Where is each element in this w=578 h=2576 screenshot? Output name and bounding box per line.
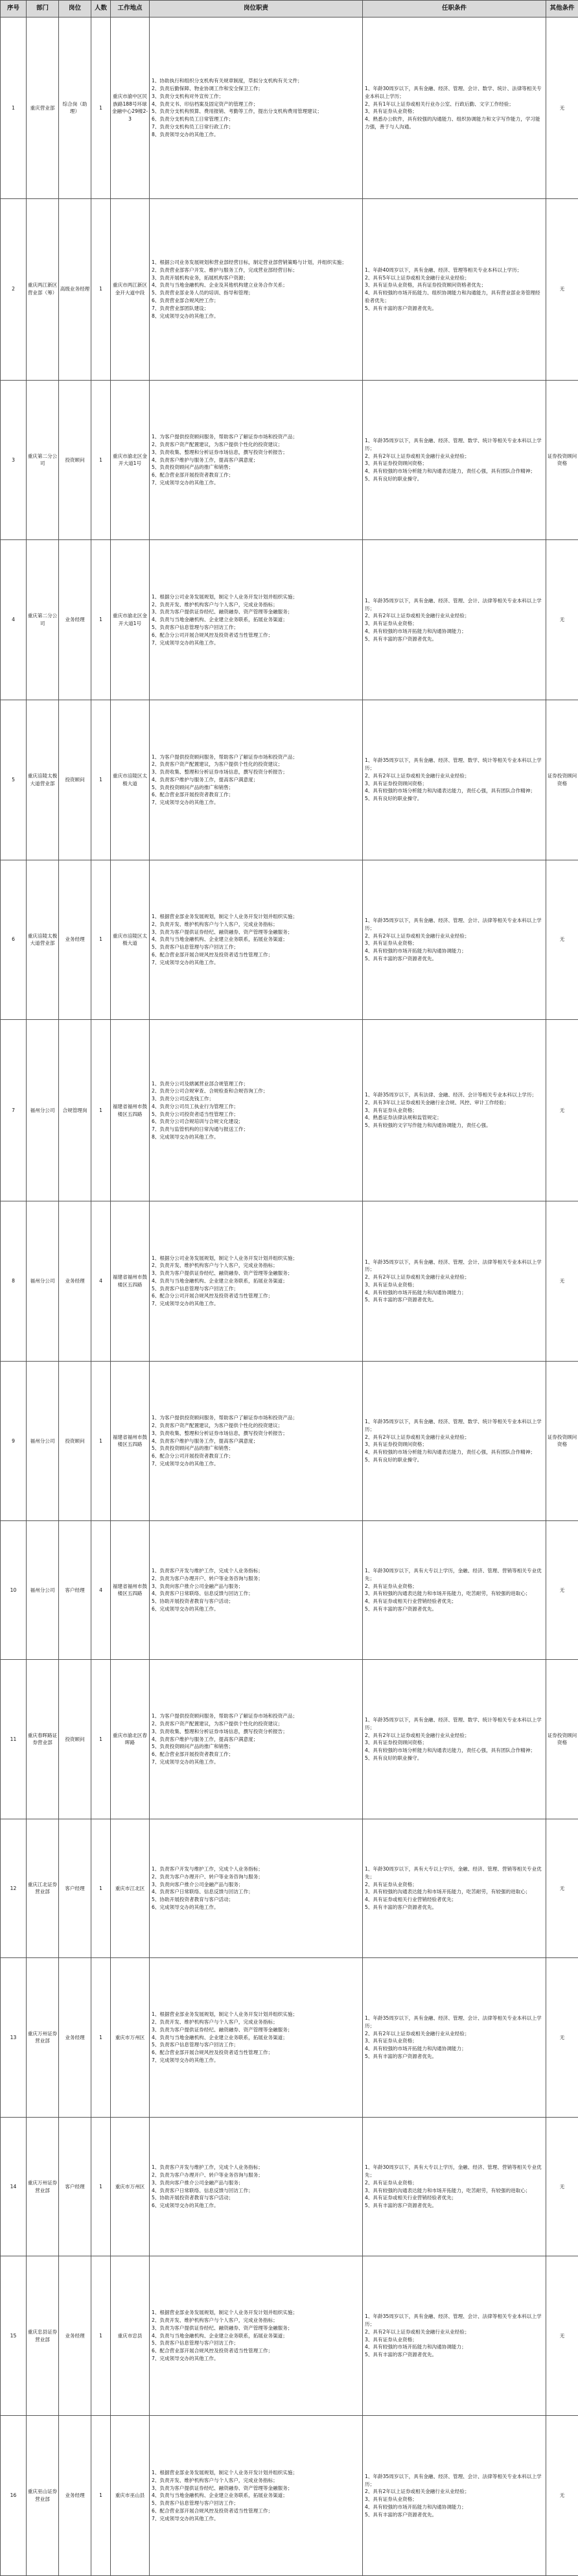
cell-position: 客户经理: [59, 1521, 91, 1659]
cell-seq: 16: [1, 2416, 27, 2576]
cell-dept: 重庆江北证券营业部: [27, 1819, 59, 1957]
cell-location: 重庆市涪陵区太极大道: [111, 860, 150, 1020]
cell-position: 业务经理: [59, 860, 91, 1020]
cell-dept: 重庆巫山证券营业部: [27, 2416, 59, 2576]
cell-count: 1: [91, 540, 111, 700]
cell-seq: 8: [1, 1201, 27, 1361]
cell-count: 1: [91, 860, 111, 1020]
table-row: [1, 540, 578, 700]
cell-requirements: 1、年龄35周岁以下，具有金融、经济、管理、会计、法律等相关专业本科以上学历； 2、具有2年以上证券或相关金融行业从业经验； 3、具有证券从业资格； 4、具有较强的市场开拓能力和沟通协调能力； 5、具有丰富的客户资源者优先。: [363, 540, 546, 700]
cell-dept: 重庆万州证券营业部: [27, 2118, 59, 2256]
cell-duties: 1、为客户提供投资顾问服务，帮助客户了解证券市场和投资产品； 2、负责客户资产配置建议，为客户提供个性化的投资建议； 3、负责收集、整理和分析证券市场信息，撰写投资分析报告； 4、负责客户维护与服务工作，提高客户满意度； 5、负责投资顾问产品的推广和销售； 6、配合营业部开展投资者教育工作； 7、完成领导交办的其他工作。: [150, 700, 363, 860]
cell-requirements: 1、年龄30周岁以下，具有大专以上学历，金融、经济、管理、营销等相关专业优先； 2、具有证券从业资格； 3、具有较强的沟通表达能力和市场开拓能力，吃苦耐劳，有较强的进取心； 4、具有证券或相关行业营销经验者优先； 5、具有丰富的客户资源者优先。: [363, 1819, 546, 1957]
cell-duties: 1、负责客户开发与维护工作，完成个人业务指标； 2、负责为客户办理开户、转户等业务咨询与服务； 3、负责向客户推介公司金融产品与服务； 4、负责客户日常联络、信息反馈与回访工作； 5、协助开展投资者教育与客户活动； 6、完成领导交办的其他工作。: [150, 1521, 363, 1659]
cell-position: 业务经理: [59, 2256, 91, 2416]
cell-duties: 1、为客户提供投资顾问服务，帮助客户了解证券市场和投资产品； 2、负责客户资产配置建议，为客户提供个性化的投资建议； 3、负责收集、整理和分析证券市场信息，撰写投资分析报告； 4、负责客户维护与服务工作，提高客户满意度； 5、负责投资顾问产品的推广和销售； 6、配合营业部开展投资者教育工作； 7、完成领导交办的其他工作。: [150, 380, 363, 540]
cell-position: 业务经理: [59, 1201, 91, 1361]
cell-duties: 1、为客户提供投资顾问服务，帮助客户了解证券市场和投资产品； 2、负责客户资产配置建议，为客户提供个性化的投资建议； 3、负责收集、整理和分析证券市场信息，撰写投资分析报告； 4、负责客户维护与服务工作，提高客户满意度； 5、负责投资顾问产品的推广和销售； 6、配合分公司开展投资者教育工作； 7、完成领导交办的其他工作。: [150, 1361, 363, 1521]
cell-count: 1: [91, 2256, 111, 2416]
table-row: [1, 1201, 578, 1361]
cell-count: 1: [91, 1819, 111, 1957]
cell-requirements: 1、年龄35周岁以下，具有金融、经济、管理、会计、法律等相关专业本科以上学历； 2、具有2年以上证券或相关金融行业从业经验； 3、具有证券从业资格； 4、具有较强的市场开拓能力和沟通协调能力； 5、具有丰富的客户资源者优先。: [363, 2416, 546, 2576]
cell-duties: 1、协助执行和组织分支机构有关规章制度，草拟分支机构有关文件； 2、负责后勤保障、物业协调工作和安全保卫工作； 3、负责分支机构对外宣传工作； 4、负责文书、印信档案及固定资产的管理工作； 5、负责分支机构预算、费用报销、考勤等工作，提出分支机构费用管理建议； 6、负责分支机构员工日常管理工作； 7、负责分支机构员工日常行政工作； 8、负责领导交办的其他工作。: [150, 18, 363, 199]
table-row: [1, 18, 578, 199]
header-seq: 序号: [1, 1, 27, 18]
cell-position: 投资顾问: [59, 1361, 91, 1521]
table-row: [1, 1521, 578, 1659]
cell-location: 福建省福州市鼓楼区五四路: [111, 1201, 150, 1361]
cell-count: 1: [91, 700, 111, 860]
cell-other: 证券投资顾问资格: [546, 380, 578, 540]
cell-position: 业务经理: [59, 1957, 91, 2118]
cell-dept: 重庆涪陵太极大道营业部: [27, 860, 59, 1020]
cell-seq: 13: [1, 1957, 27, 2118]
cell-seq: 10: [1, 1521, 27, 1659]
cell-requirements: 1、年龄35周岁以下，具有金融、经济、管理、会计、法律等相关专业本科以上学历； 2、具有2年以上证券或相关金融行业从业经验； 3、具有证券从业资格； 4、具有较强的市场开拓能力和沟通协调能力； 5、具有丰富的客户资源者优先。: [363, 2256, 546, 2416]
cell-count: 1: [91, 1957, 111, 2118]
cell-requirements: 1、年龄35周岁以下，具有金融、经济、管理、会计、法律等相关专业本科以上学历； 2、具有2年以上证券或相关金融行业从业经验； 3、具有证券从业资格； 4、具有较强的市场开拓能力和沟通协调能力； 5、具有丰富的客户资源者优先。: [363, 860, 546, 1020]
header-row: [1, 1, 578, 18]
cell-requirements: 1、年龄30周岁以下，具有大专以上学历，金融、经济、管理、营销等相关专业优先； 2、具有证券从业资格； 3、具有较强的沟通表达能力和市场开拓能力，吃苦耐劳，有较强的进取心； 4、具有证券或相关行业营销经验者优先； 5、具有丰富的客户资源者优先。: [363, 2118, 546, 2256]
cell-other: 无: [546, 1957, 578, 2118]
cell-count: 1: [91, 1659, 111, 1819]
cell-count: 1: [91, 1020, 111, 1201]
cell-duties: 1、根据营业部业务发展规划，制定个人业务开发计划并组织实施； 2、负责开发、维护机构客户与个人客户，完成业务指标； 3、负责为客户提供证券经纪、融资融券、资产管理等金融服务； 4、负责与当地金融机构、企业建立业务联系，拓展业务渠道； 5、负责客户信息管理与客户回访工作； 6、配合营业部开展合规风控及投资者适当性管理工作； 7、完成领导交办的其他工作。: [150, 1957, 363, 2118]
cell-count: 1: [91, 2416, 111, 2576]
cell-duties: 1、根据公司业务发展规划和营业部经营目标，制定营业部营销策略与计划，并组织实施； 2、负责营业部客户开发、维护与服务工作，完成营业部经营目标； 3、负责开展机构业务，拓展机构客户资源； 4、负责与当地金融机构、企业及其他机构建立业务合作关系； 5、负责营业部业务人员的培训、指导和管理； 6、负责营业部合规风控工作； 7、负责营业部团队建设； 8、完成领导交办的其他工作。: [150, 198, 363, 380]
cell-dept: 重庆涪陵太极大道营业部: [27, 700, 59, 860]
cell-seq: 1: [1, 18, 27, 199]
cell-seq: 7: [1, 1020, 27, 1201]
cell-dept: 重庆两江新区营业部（筹）: [27, 198, 59, 380]
cell-other: 无: [546, 1020, 578, 1201]
table-row: [1, 380, 578, 540]
header-requirements: 任职条件: [363, 1, 546, 18]
cell-duties: 1、负责客户开发与维护工作，完成个人业务指标； 2、负责为客户办理开户、转户等业务咨询与服务； 3、负责向客户推介公司金融产品与服务； 4、负责客户日常联络、信息反馈与回访工作； 5、协助开展投资者教育与客户活动； 6、完成领导交办的其他工作。: [150, 2118, 363, 2256]
cell-other: 证券投资顾问资格: [546, 700, 578, 860]
header-other: 其他条件: [546, 1, 578, 18]
cell-location: 福建省福州市鼓楼区五四路: [111, 1020, 150, 1201]
cell-other: 无: [546, 198, 578, 380]
cell-other: 无: [546, 1201, 578, 1361]
cell-seq: 5: [1, 700, 27, 860]
cell-requirements: 1、年龄35周岁以下，具有金融、经济、管理、数学、统计等相关专业本科以上学历； 2、具有2年以上证券或相关金融行业从业经验； 3、具有证券投资顾问资格； 4、具有较强的市场分析能力和沟通表达能力，责任心强，具有团队合作精神； 5、具有良好的职业操守。: [363, 1361, 546, 1521]
table-row: [1, 2256, 578, 2416]
cell-other: 证券投资顾问资格: [546, 1659, 578, 1819]
cell-duties: 1、为客户提供投资顾问服务，帮助客户了解证券市场和投资产品； 2、负责客户资产配置建议，为客户提供个性化的投资建议； 3、负责收集、整理和分析证券市场信息，撰写投资分析报告； 4、负责客户维护与服务工作，提高客户满意度； 5、负责投资顾问产品的推广和销售； 6、配合营业部开展投资者教育工作； 7、完成领导交办的其他工作。: [150, 1659, 363, 1819]
cell-other: 无: [546, 2256, 578, 2416]
cell-location: 重庆市万州区: [111, 1957, 150, 2118]
cell-dept: 福州分公司: [27, 1201, 59, 1361]
cell-location: 福建省福州市鼓楼区五四路: [111, 1361, 150, 1521]
table-row: [1, 198, 578, 380]
table-row: [1, 1361, 578, 1521]
cell-count: 1: [91, 380, 111, 540]
cell-requirements: 1、年龄30周岁以下，具有大专以上学历，金融、经济、管理、营销等相关专业优先； 2、具有证券从业资格； 3、具有较强的沟通表达能力和市场开拓能力，吃苦耐劳，有较强的进取心； 4、具有证券或相关行业营销经验者优先； 5、具有丰富的客户资源者优先。: [363, 1521, 546, 1659]
table-row: [1, 1819, 578, 1957]
cell-position: 投资顾问: [59, 380, 91, 540]
cell-seq: 2: [1, 198, 27, 380]
header-dept: 部门: [27, 1, 59, 18]
cell-seq: 15: [1, 2256, 27, 2416]
cell-dept: 福州分公司: [27, 1361, 59, 1521]
cell-seq: 11: [1, 1659, 27, 1819]
header-duties: 岗位职责: [150, 1, 363, 18]
cell-location: 重庆市忠县: [111, 2256, 150, 2416]
cell-position: 投资顾问: [59, 1659, 91, 1819]
cell-dept: 重庆万州证券营业部: [27, 1957, 59, 2118]
cell-duties: 1、根据分公司业务发展规划，制定个人业务开发计划并组织实施； 2、负责开发、维护机构客户与个人客户，完成业务指标； 3、负责为客户提供证券经纪、融资融券、资产管理等金融服务； 4、负责与当地金融机构、企业建立业务联系，拓展业务渠道； 5、负责客户信息管理与客户回访工作； 6、配合分公司开展合规风控及投资者适当性管理工作； 7、完成领导交办的其他工作。: [150, 1201, 363, 1361]
cell-dept: 重庆营业部: [27, 18, 59, 199]
cell-duties: 1、根据营业部业务发展规划，制定个人业务开发计划并组织实施； 2、负责开发、维护机构客户与个人客户，完成业务指标； 3、负责为客户提供证券经纪、融资融券、资产管理等金融服务； 4、负责与当地金融机构、企业建立业务联系，拓展业务渠道； 5、负责客户信息管理与客户回访工作； 6、配合营业部开展合规风控及投资者适当性管理工作； 7、完成领导交办的其他工作。: [150, 2416, 363, 2576]
cell-position: 业务经理: [59, 540, 91, 700]
cell-other: 无: [546, 2118, 578, 2256]
cell-position: 客户经理: [59, 1819, 91, 1957]
cell-other: 无: [546, 2416, 578, 2576]
header-position: 岗位: [59, 1, 91, 18]
header-count: 人数: [91, 1, 111, 18]
table-row: [1, 2118, 578, 2256]
cell-seq: 6: [1, 860, 27, 1020]
cell-dept: 重庆春晖路证券营业部: [27, 1659, 59, 1819]
cell-duties: 1、根据分公司业务发展规划，制定个人业务开发计划并组织实施； 2、负责开发、维护机构客户与个人客户，完成业务指标； 3、负责为客户提供证券经纪、融资融券、资产管理等金融服务； 4、负责与当地金融机构、企业建立业务联系，拓展业务渠道； 5、负责客户信息管理与客户回访工作； 6、配合分公司开展合规风控及投资者适当性管理工作； 7、完成领导交办的其他工作。: [150, 540, 363, 700]
cell-requirements: 1、年龄35周岁以下，具有金融、经济、管理、会计、法律等相关专业本科以上学历； 2、具有2年以上证券或相关金融行业从业经验； 3、具有证券从业资格； 4、具有较强的市场开拓能力和沟通协调能力； 5、具有丰富的客户资源者优先。: [363, 1957, 546, 2118]
cell-dept: 重庆第二分公司: [27, 540, 59, 700]
cell-location: 福建省福州市鼓楼区五四路: [111, 1521, 150, 1659]
cell-duties: 1、根据营业部业务发展规划，制定个人业务开发计划并组织实施； 2、负责开发、维护机构客户与个人客户，完成业务指标； 3、负责为客户提供证券经纪、融资融券、资产管理等金融服务； 4、负责与当地金融机构、企业建立业务联系，拓展业务渠道； 5、负责客户信息管理与客户回访工作； 6、配合营业部开展合规风控及投资者适当性管理工作； 7、完成领导交办的其他工作。: [150, 2256, 363, 2416]
cell-seq: 14: [1, 2118, 27, 2256]
cell-dept: 福州分公司: [27, 1020, 59, 1201]
cell-position: 合规管理岗: [59, 1020, 91, 1201]
cell-dept: 重庆忠县证券营业部: [27, 2256, 59, 2416]
cell-count: 1: [91, 198, 111, 380]
table-row: [1, 700, 578, 860]
cell-position: 综合岗（助理）: [59, 18, 91, 199]
cell-count: 4: [91, 1521, 111, 1659]
table-row: [1, 860, 578, 1020]
cell-location: 重庆市渝中区民族路188号环球金融中心29楼2-3: [111, 18, 150, 199]
cell-count: 1: [91, 2118, 111, 2256]
cell-seq: 4: [1, 540, 27, 700]
cell-requirements: 1、年龄35周岁以下，具有金融、经济、管理、数学、统计等相关专业本科以上学历； 2、具有2年以上证券或相关金融行业从业经验； 3、具有证券投资顾问资格； 4、具有较强的市场分析能力和沟通表达能力，责任心强，具有团队合作精神； 5、具有良好的职业操守。: [363, 700, 546, 860]
cell-dept: 重庆第二分公司: [27, 380, 59, 540]
table-row: [1, 1020, 578, 1201]
cell-seq: 9: [1, 1361, 27, 1521]
cell-other: 无: [546, 18, 578, 199]
cell-duties: 1、根据营业部业务发展规划，制定个人业务开发计划并组织实施； 2、负责开发、维护机构客户与个人客户，完成业务指标； 3、负责为客户提供证券经纪、融资融券、资产管理等金融服务； 4、负责与当地金融机构、企业建立业务联系，拓展业务渠道； 5、负责客户信息管理与客户回访工作； 6、配合营业部开展合规风控及投资者适当性管理工作； 7、完成领导交办的其他工作。: [150, 860, 363, 1020]
cell-count: 1: [91, 1361, 111, 1521]
cell-dept: 福州分公司: [27, 1521, 59, 1659]
table-row: [1, 1957, 578, 2118]
cell-other: 无: [546, 1521, 578, 1659]
cell-duties: 1、负责客户开发与维护工作，完成个人业务指标； 2、负责为客户办理开户、转户等业务咨询与服务； 3、负责向客户推介公司金融产品与服务； 4、负责客户日常联络、信息反馈与回访工作； 5、协助开展投资者教育与客户活动； 6、完成领导交办的其他工作。: [150, 1819, 363, 1957]
cell-location: 重庆市巫山县: [111, 2416, 150, 2576]
cell-seq: 3: [1, 380, 27, 540]
cell-other: 无: [546, 1819, 578, 1957]
cell-location: 重庆市两江新区金开大道中段: [111, 198, 150, 380]
cell-position: 高级业务经理: [59, 198, 91, 380]
cell-location: 重庆市渝北区春晖路: [111, 1659, 150, 1819]
header-location: 工作地点: [111, 1, 150, 18]
cell-seq: 12: [1, 1819, 27, 1957]
cell-requirements: 1、年龄35周岁以下，具有金融、经济、管理、数学、统计等相关专业本科以上学历； 2、具有2年以上证券或相关金融行业从业经验； 3、具有证券投资顾问资格； 4、具有较强的市场分析能力和沟通表达能力，责任心强，具有团队合作精神； 5、具有良好的职业操守。: [363, 380, 546, 540]
cell-location: 重庆市江北区: [111, 1819, 150, 1957]
cell-requirements: 1、年龄35周岁以下，具有金融、经济、管理、会计、法律等相关专业本科以上学历； 2、具有2年以上证券或相关金融行业从业经验； 3、具有证券从业资格； 4、具有较强的市场开拓能力和沟通协调能力； 5、具有丰富的客户资源者优先。: [363, 1201, 546, 1361]
cell-duties: 1、负责分公司及辖属营业部合规管理工作； 2、负责分公司合规审查、合规检查和合规咨询工作； 3、负责分公司反洗钱工作； 4、负责分公司员工执业行为管理工作； 5、负责分公司投资者适当性管理工作； 6、负责分公司合规培训与合规文化建设； 7、负责与监管机构的日常沟通与报送工作； 8、完成领导交办的其他工作。: [150, 1020, 363, 1201]
cell-location: 重庆市渝北区金开大道1号: [111, 380, 150, 540]
cell-position: 投资顾问: [59, 700, 91, 860]
cell-location: 重庆市渝北区金开大道1号: [111, 540, 150, 700]
cell-position: 业务经理: [59, 2416, 91, 2576]
cell-location: 重庆市涪陵区太极大道: [111, 700, 150, 860]
cell-requirements: 1、年龄40周岁以下，具有金融、经济、管理等相关专业本科以上学历； 2、具有5年以上证券或相关金融行业从业经验； 3、具有证券从业资格，具有证券投资顾问资格者优先； 4、具有较强的市场开拓能力、组织协调能力和沟通能力，具有营业部业务管理经验者优先； 5、具有丰富的客户资源者优先。: [363, 198, 546, 380]
table-row: [1, 1659, 578, 1819]
cell-other: 证券投资顾问资格: [546, 1361, 578, 1521]
cell-position: 客户经理: [59, 2118, 91, 2256]
cell-requirements: 1、年龄30周岁以下，具有金融、经济、管理、会计、数学、统计、法律等相关专业本科以上学历； 2、具有1年以上证券或相关行业办公室、行政后勤、文字工作经验； 3、具有证券从业资格； 4、熟悉办公软件，具有较强的沟通能力、组织协调能力和文字写作能力，学习能力强，善于与人沟通。: [363, 18, 546, 199]
cell-requirements: 1、年龄35周岁以下，具有金融、经济、管理、数学、统计等相关专业本科以上学历； 2、具有2年以上证券或相关金融行业从业经验； 3、具有证券投资顾问资格； 4、具有较强的市场分析能力和沟通表达能力，责任心强，具有团队合作精神； 5、具有良好的职业操守。: [363, 1659, 546, 1819]
cell-location: 重庆市万州区: [111, 2118, 150, 2256]
cell-count: 4: [91, 1201, 111, 1361]
cell-other: 无: [546, 860, 578, 1020]
cell-requirements: 1、年龄35周岁以下，具有法律、金融、经济、会计等相关专业本科以上学历； 2、具有3年以上证券或相关金融行业合规、风控、审计工作经验； 3、具有证券从业资格； 4、熟悉证券法律法规和监管规定； 5、具有较强的文字写作能力和沟通协调能力，责任心强。: [363, 1020, 546, 1201]
cell-other: 无: [546, 540, 578, 700]
table-row: [1, 2416, 578, 2576]
cell-count: 1: [91, 18, 111, 199]
